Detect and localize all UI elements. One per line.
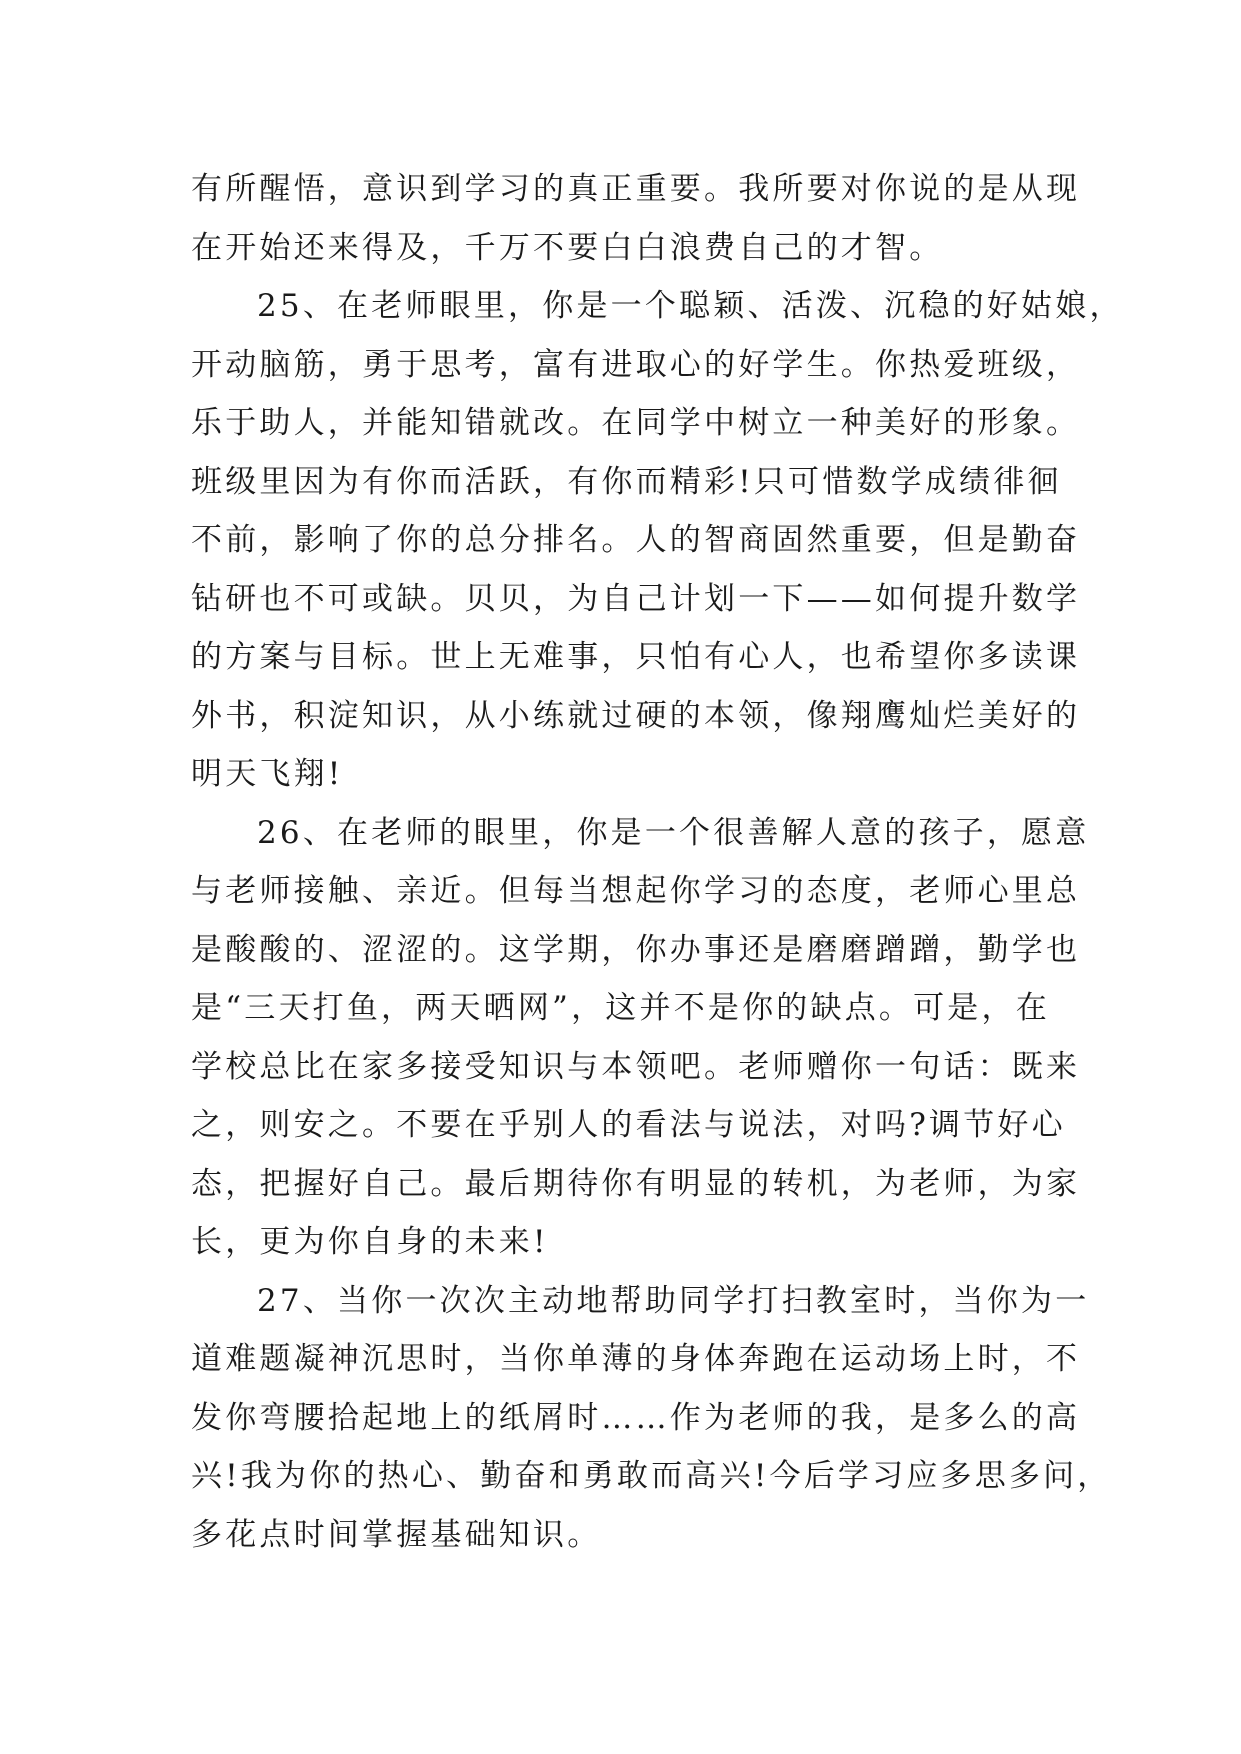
text-line: 开动脑筋，勇于思考，富有进取心的好学生。你热爱班级， <box>191 346 1081 383</box>
text-line: 外书，积淀知识，从小练就过硬的本领，像翔鹰灿烂美好的 <box>191 697 1081 734</box>
text-line: 有所醒悟，意识到学习的真正重要。我所要对你说的是从现 <box>191 171 1081 207</box>
text-line: 长，更为你自身的未来! <box>191 1224 549 1260</box>
text-line: 乐于助人，并能知错就改。在同学中树立一种美好的形象。 <box>191 405 1081 441</box>
text-line: 在开始还来得及，千万不要白白浪费自己的才智。 <box>191 229 944 266</box>
text-line: 班级里因为有你而活跃，有你而精彩!只可惜数学成绩徘徊 <box>191 463 1062 500</box>
text-line: 是酸酸的、涩涩的。这学期，你办事还是磨磨蹭蹭，勤学也 <box>191 931 1081 968</box>
text-line: 不前，影响了你的总分排名。人的智商固然重要，但是勤奋 <box>191 522 1081 558</box>
text-line: 兴!我为你的热心、勤奋和勇敢而高兴!今后学习应多思多问， <box>191 1458 1112 1494</box>
text-line: 与老师接触、亲近。但每当想起你学习的态度，老师心里总 <box>191 873 1081 909</box>
paragraph-start-line: 27、当你一次次主动地帮助同学打扫教室时，当你为一 <box>257 1282 1090 1319</box>
paragraph-start-line: 26、在老师的眼里，你是一个很善解人意的孩子，愿意 <box>257 814 1090 851</box>
text-line: 多花点时间掌握基础知识。 <box>191 1516 602 1553</box>
text-line: 态，把握好自己。最后期待你有明显的转机，为老师，为家 <box>191 1165 1081 1202</box>
text-line: 发你弯腰拾起地上的纸屑时……作为老师的我，是多么的高 <box>191 1399 1081 1436</box>
text-line: 钻研也不可或缺。贝贝，为自己计划一下——如何提升数学 <box>191 580 1081 617</box>
text-line: 之，则安之。不要在乎别人的看法与说法，对吗?调节好心 <box>191 1107 1066 1143</box>
text-line: 的方案与目标。世上无难事，只怕有心人，也希望你多读课 <box>191 639 1081 675</box>
text-line: 是“三天打鱼，两天晒网”，这并不是你的缺点。可是，在 <box>191 990 1050 1026</box>
text-line: 学校总比在家多接受知识与本领吧。老师赠你一句话：既来 <box>191 1048 1081 1085</box>
text-line: 明天飞翔! <box>191 756 344 792</box>
text-line: 道难题凝神沉思时，当你单薄的身体奔跑在运动场上时，不 <box>191 1341 1081 1377</box>
paragraph-start-line: 25、在老师眼里，你是一个聪颖、活泼、沉稳的好姑娘， <box>257 288 1124 324</box>
document-body <box>191 160 1124 1564</box>
